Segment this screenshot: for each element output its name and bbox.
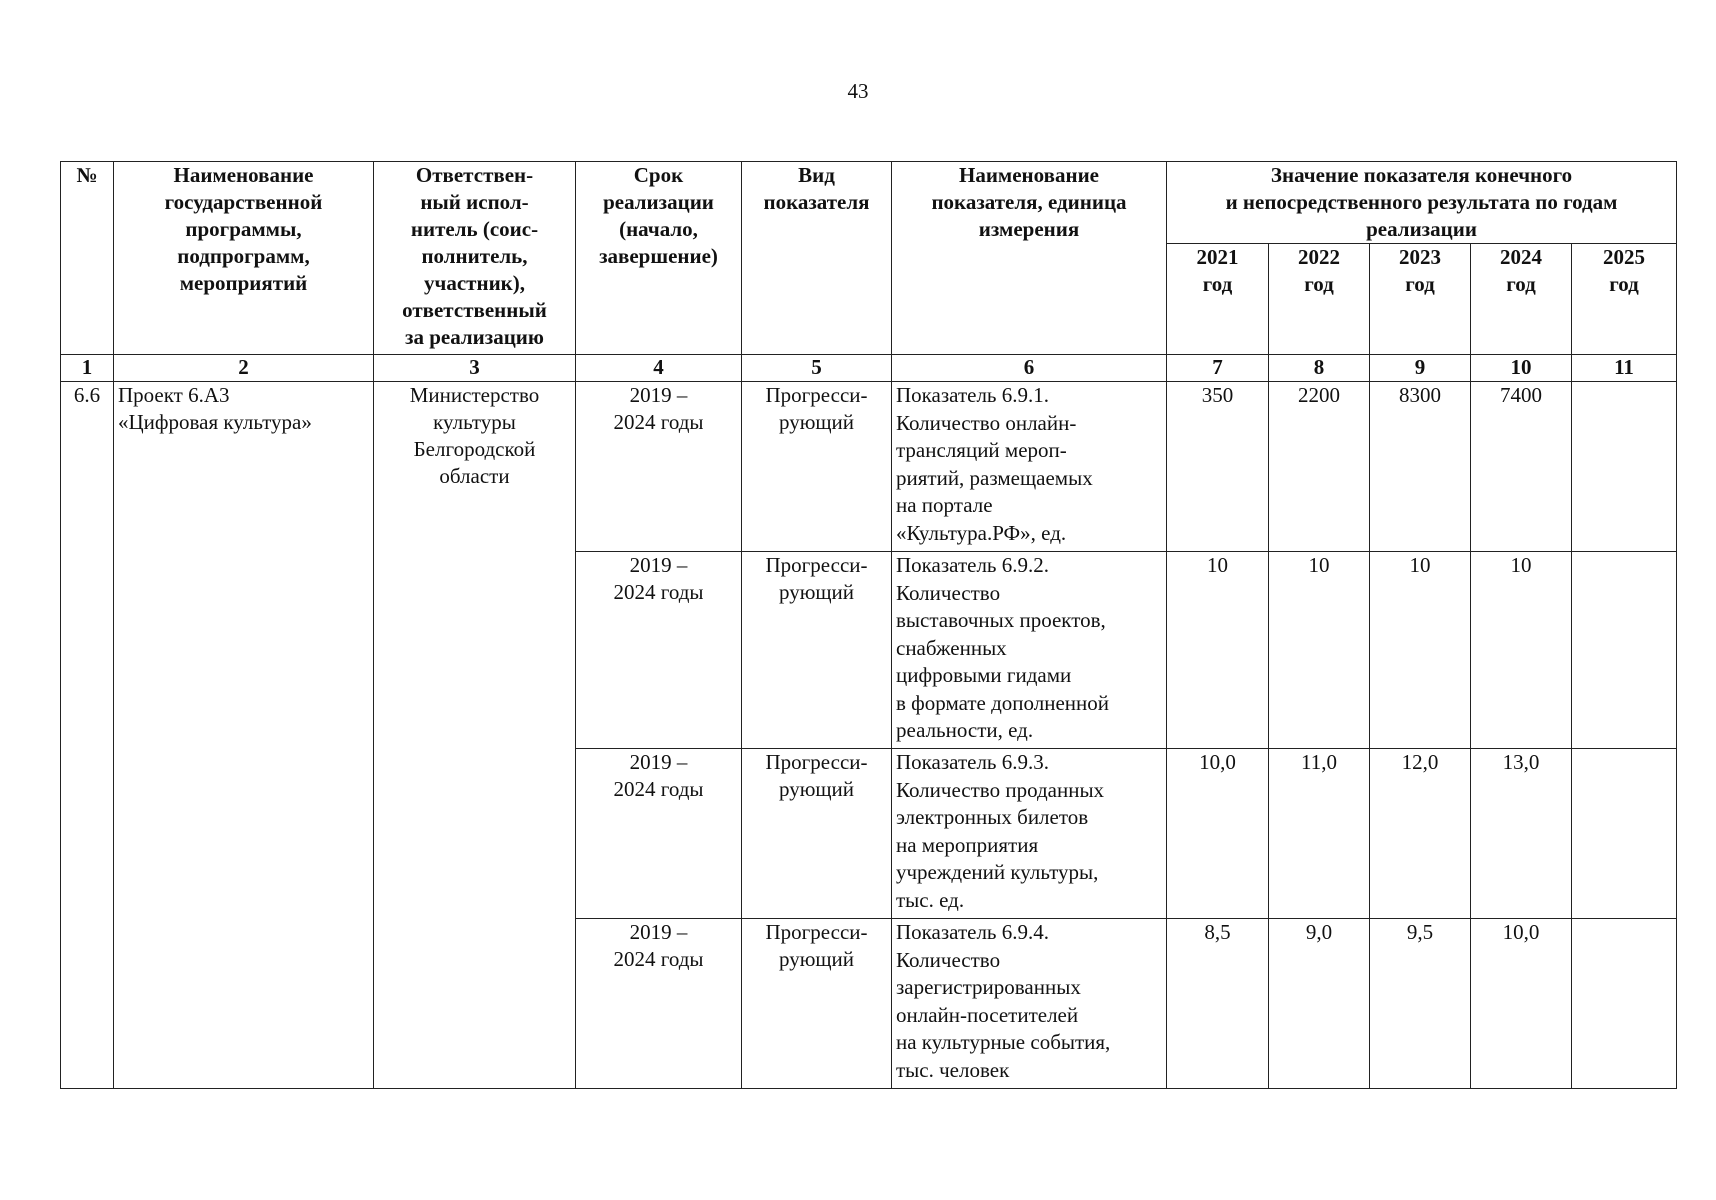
value-2021: 350 bbox=[1167, 382, 1269, 552]
column-number: 10 bbox=[1471, 355, 1572, 382]
header-year-2025: 2025 год bbox=[1572, 244, 1677, 355]
indicator-name-cell: Показатель 6.9.3. Количество проданных электронных билетов на мероприятия учреждений культуры, тыс. ед. bbox=[892, 749, 1167, 919]
indicator-type-cell: Прогресси- рующий bbox=[742, 552, 892, 749]
header-program-name: Наименование государственной программы, подпрограмм, мероприятий bbox=[114, 162, 374, 355]
column-number: 6 bbox=[892, 355, 1167, 382]
indicators-table bbox=[60, 161, 1677, 1089]
column-number: 1 bbox=[61, 355, 114, 382]
column-number: 9 bbox=[1370, 355, 1471, 382]
header-year-2023: 2023 год bbox=[1370, 244, 1471, 355]
value-2023: 9,5 bbox=[1370, 919, 1471, 1089]
header-indicator-name: Наименование показателя, единица измерения bbox=[892, 162, 1167, 355]
value-2022: 11,0 bbox=[1269, 749, 1370, 919]
value-2024: 10 bbox=[1471, 552, 1572, 749]
header-values-group: Значение показателя конечного и непосредственного результата по годам реализации bbox=[1167, 162, 1677, 244]
value-2024: 10,0 bbox=[1471, 919, 1572, 1089]
column-number: 7 bbox=[1167, 355, 1269, 382]
column-number: 5 bbox=[742, 355, 892, 382]
table-row bbox=[61, 382, 1677, 552]
value-2023: 12,0 bbox=[1370, 749, 1471, 919]
value-2021: 10,0 bbox=[1167, 749, 1269, 919]
indicator-type-cell: Прогресси- рующий bbox=[742, 749, 892, 919]
column-number: 8 bbox=[1269, 355, 1370, 382]
project-name: Проект 6.А3 «Цифровая культура» bbox=[114, 382, 374, 1089]
indicator-name-cell: Показатель 6.9.4. Количество зарегистрированных онлайн-посетителей на культурные события, тыс. человек bbox=[892, 919, 1167, 1089]
value-2025 bbox=[1572, 749, 1677, 919]
value-2021: 8,5 bbox=[1167, 919, 1269, 1089]
header-indicator-type: Вид показателя bbox=[742, 162, 892, 355]
value-2022: 10 bbox=[1269, 552, 1370, 749]
value-2023: 8300 bbox=[1370, 382, 1471, 552]
column-number: 11 bbox=[1572, 355, 1677, 382]
value-2025 bbox=[1572, 552, 1677, 749]
column-number: 3 bbox=[374, 355, 576, 382]
header-year-2024: 2024 год bbox=[1471, 244, 1572, 355]
value-2025 bbox=[1572, 382, 1677, 552]
period-cell: 2019 – 2024 годы bbox=[576, 552, 742, 749]
indicator-name-cell: Показатель 6.9.2. Количество выставочных проектов, снабженных цифровыми гидами в формате дополненной реальности, ед. bbox=[892, 552, 1167, 749]
value-2023: 10 bbox=[1370, 552, 1471, 749]
page-number: 43 bbox=[847, 79, 869, 103]
header-number: № bbox=[61, 162, 114, 355]
column-numbers-row bbox=[61, 355, 1677, 382]
project-number: 6.6 bbox=[61, 382, 114, 1089]
header-year-2022: 2022 год bbox=[1269, 244, 1370, 355]
header-period: Срок реализации (начало, завершение) bbox=[576, 162, 742, 355]
value-2024: 7400 bbox=[1471, 382, 1572, 552]
value-2022: 2200 bbox=[1269, 382, 1370, 552]
indicator-name-cell: Показатель 6.9.1. Количество онлайн- трансляций мероп- риятий, размещаемых на портале «Культура.РФ», ед. bbox=[892, 382, 1167, 552]
value-2024: 13,0 bbox=[1471, 749, 1572, 919]
value-2022: 9,0 bbox=[1269, 919, 1370, 1089]
project-executor: Министерство культуры Белгородской области bbox=[374, 382, 576, 1089]
value-2025 bbox=[1572, 919, 1677, 1089]
column-number: 2 bbox=[114, 355, 374, 382]
indicator-type-cell: Прогресси- рующий bbox=[742, 919, 892, 1089]
value-2021: 10 bbox=[1167, 552, 1269, 749]
period-cell: 2019 – 2024 годы bbox=[576, 749, 742, 919]
indicator-type-cell: Прогресси- рующий bbox=[742, 382, 892, 552]
period-cell: 2019 – 2024 годы bbox=[576, 382, 742, 552]
column-number: 4 bbox=[576, 355, 742, 382]
header-year-2021: 2021 год bbox=[1167, 244, 1269, 355]
period-cell: 2019 – 2024 годы bbox=[576, 919, 742, 1089]
header-executor: Ответствен- ный испол- нитель (соис- полнитель, участник), ответственный за реализацию bbox=[374, 162, 576, 355]
